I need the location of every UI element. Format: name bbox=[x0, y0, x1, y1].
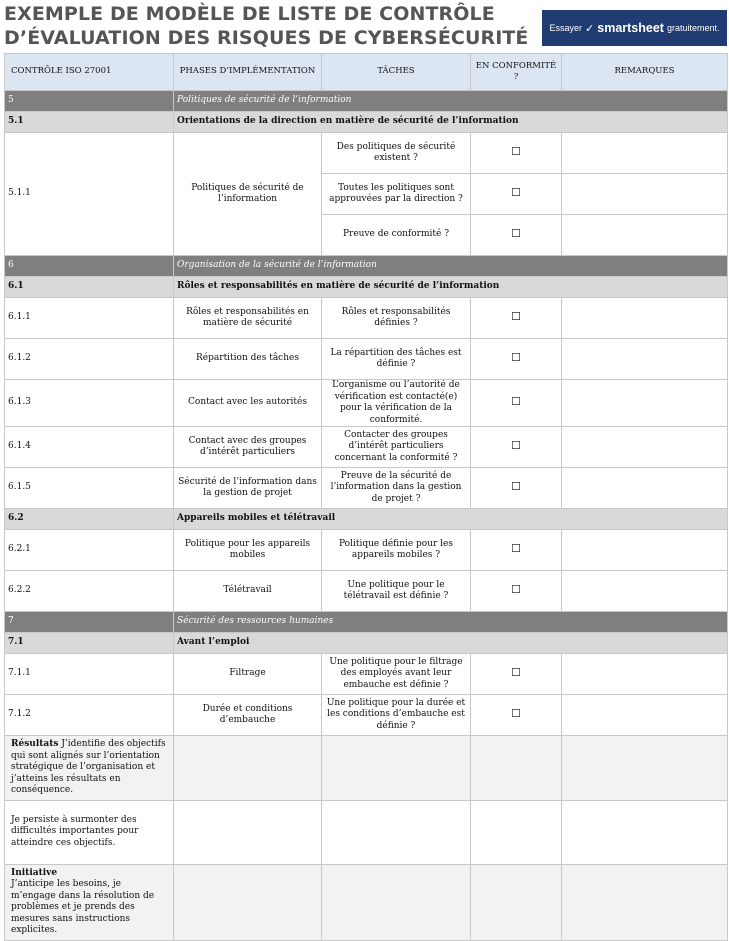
subsection-number: 6.1 bbox=[5, 277, 174, 298]
phase-cell: Contact avec les autorités bbox=[174, 380, 322, 427]
note-blank-cell[interactable] bbox=[174, 864, 322, 940]
table-row bbox=[5, 427, 728, 468]
checkbox-icon[interactable]: ☐ bbox=[511, 666, 521, 680]
note-text: J’identifie des objectifs qui sont alignés sur l’orientation stratégique de l’organisation et j’atteins les résultats en conséquence. bbox=[11, 739, 166, 795]
remarks-cell[interactable] bbox=[562, 339, 728, 380]
control-id: 6.1.5 bbox=[5, 468, 174, 509]
task-cell: Preuve de la sécurité de l’information dans la gestion de projet ? bbox=[322, 468, 471, 509]
compliance-checkbox[interactable] bbox=[471, 468, 562, 509]
compliance-checkbox[interactable] bbox=[471, 427, 562, 468]
phase-cell: Politique pour les appareils mobiles bbox=[174, 530, 322, 571]
subsection-row bbox=[5, 112, 728, 133]
control-id: 7.1.1 bbox=[5, 654, 174, 695]
table-header-row bbox=[5, 54, 728, 91]
banner-pre-text: Essayer bbox=[549, 23, 583, 33]
task-cell: Politique définie pour les appareils mobiles ? bbox=[322, 530, 471, 571]
column-header: TÂCHES bbox=[322, 54, 471, 91]
task-cell: Une politique pour la durée et les conditions d’embauche est définie ? bbox=[322, 695, 471, 736]
note-text: Je persiste à surmonter des difficultés importantes pour atteindre ces objectifs. bbox=[11, 814, 139, 848]
compliance-checkbox[interactable] bbox=[471, 695, 562, 736]
subsection-number: 5.1 bbox=[5, 112, 174, 133]
remarks-cell[interactable] bbox=[562, 215, 728, 256]
note-text: J’anticipe les besoins, je m’engage dans la résolution de problèmes et je prends des mesures sans instructions explicites. bbox=[11, 879, 155, 935]
checkbox-icon[interactable]: ☐ bbox=[511, 480, 521, 494]
control-id: 6.1.4 bbox=[5, 427, 174, 468]
phase-cell: Durée et conditions d’embauche bbox=[174, 695, 322, 736]
note-blank-cell[interactable] bbox=[562, 800, 728, 864]
subsection-row bbox=[5, 633, 728, 654]
checkbox-icon[interactable]: ☐ bbox=[511, 351, 521, 365]
phase-cell: Filtrage bbox=[174, 654, 322, 695]
remarks-cell[interactable] bbox=[562, 571, 728, 612]
task-cell: Rôles et responsabilités définies ? bbox=[322, 298, 471, 339]
page-title: EXEMPLE DE MODÈLE DE LISTE DE CONTRÔLE D’ÉVALUATION DES RISQUES DE CYBERSÉCURITÉ bbox=[4, 3, 529, 49]
note-blank-cell[interactable] bbox=[322, 800, 471, 864]
task-cell: Preuve de conformité ? bbox=[322, 215, 471, 256]
remarks-cell[interactable] bbox=[562, 427, 728, 468]
remarks-cell[interactable] bbox=[562, 380, 728, 427]
note-blank-cell[interactable] bbox=[562, 864, 728, 940]
section-number: 7 bbox=[5, 612, 174, 633]
note-blank-cell[interactable] bbox=[322, 736, 471, 801]
compliance-checkbox[interactable] bbox=[471, 174, 562, 215]
control-id: 6.2.2 bbox=[5, 571, 174, 612]
task-cell: Des politiques de sécurité existent ? bbox=[322, 133, 471, 174]
control-id: 6.1.3 bbox=[5, 380, 174, 427]
banner-post-text: gratuitement. bbox=[666, 23, 720, 33]
section-row bbox=[5, 91, 728, 112]
section-row bbox=[5, 256, 728, 277]
checkbox-icon[interactable]: ☐ bbox=[511, 395, 521, 409]
control-id: 5.1.1 bbox=[5, 133, 174, 256]
remarks-cell[interactable] bbox=[562, 174, 728, 215]
task-cell: Contacter des groupes d’intérêt particuliers concernant la conformité ? bbox=[322, 427, 471, 468]
phase-cell: Rôles et responsabilités en matière de sécurité bbox=[174, 298, 322, 339]
table-row bbox=[5, 695, 728, 736]
note-row bbox=[5, 800, 728, 864]
note-blank-cell[interactable] bbox=[471, 736, 562, 801]
control-id: 7.1.2 bbox=[5, 695, 174, 736]
table-row bbox=[5, 298, 728, 339]
subsection-title: Avant l’emploi bbox=[174, 633, 728, 654]
column-header: CONTRÔLE ISO 27001 bbox=[5, 54, 174, 91]
control-id: 6.2.1 bbox=[5, 530, 174, 571]
control-id: 6.1.2 bbox=[5, 339, 174, 380]
task-cell: L’organisme ou l’autorité de vérification est contacté(e) pour la vérification de la conformité. bbox=[322, 380, 471, 427]
remarks-cell[interactable] bbox=[562, 468, 728, 509]
subsection-row bbox=[5, 277, 728, 298]
control-id: 6.1.1 bbox=[5, 298, 174, 339]
section-title: Organisation de la sécurité de l’information bbox=[174, 256, 728, 277]
checkbox-icon[interactable]: ☐ bbox=[511, 542, 521, 556]
phase-cell: Sécurité de l’information dans la gestion de projet bbox=[174, 468, 322, 509]
subsection-number: 7.1 bbox=[5, 633, 174, 654]
section-number: 6 bbox=[5, 256, 174, 277]
checkbox-icon[interactable]: ☐ bbox=[511, 707, 521, 721]
note-heading: Résultats bbox=[11, 739, 59, 749]
compliance-checkbox[interactable] bbox=[471, 571, 562, 612]
checkbox-icon[interactable]: ☐ bbox=[511, 227, 521, 241]
task-cell: La répartition des tâches est définie ? bbox=[322, 339, 471, 380]
remarks-cell[interactable] bbox=[562, 695, 728, 736]
column-header: PHASES D’IMPLÉMENTATION bbox=[174, 54, 322, 91]
section-number: 5 bbox=[5, 91, 174, 112]
column-header: EN CONFORMITÉ ? bbox=[471, 54, 562, 91]
compliance-checkbox[interactable] bbox=[471, 654, 562, 695]
note-row bbox=[5, 864, 728, 940]
phase-cell: Répartition des tâches bbox=[174, 339, 322, 380]
column-header: REMARQUES bbox=[562, 54, 728, 91]
section-title: Politiques de sécurité de l’information bbox=[174, 91, 728, 112]
table-row bbox=[5, 571, 728, 612]
note-heading: Initiative bbox=[11, 867, 58, 878]
table-row bbox=[5, 339, 728, 380]
remarks-cell[interactable] bbox=[562, 298, 728, 339]
task-cell: Toutes les politiques sont approuvées par la direction ? bbox=[322, 174, 471, 215]
subsection-number: 6.2 bbox=[5, 509, 174, 530]
compliance-checkbox[interactable] bbox=[471, 339, 562, 380]
checkbox-icon[interactable]: ☐ bbox=[511, 583, 521, 597]
note-cell bbox=[5, 864, 174, 940]
note-blank-cell[interactable] bbox=[322, 864, 471, 940]
task-cell: Une politique pour le filtrage des employés avant leur embauche est définie ? bbox=[322, 654, 471, 695]
remarks-cell[interactable] bbox=[562, 530, 728, 571]
task-cell: Une politique pour le télétravail est définie ? bbox=[322, 571, 471, 612]
compliance-checkbox[interactable] bbox=[471, 380, 562, 427]
subsection-title: Orientations de la direction en matière de sécurité de l’information bbox=[174, 112, 728, 133]
note-blank-cell[interactable] bbox=[562, 736, 728, 801]
smartsheet-check-icon: ✓ bbox=[585, 22, 595, 35]
compliance-checkbox[interactable] bbox=[471, 133, 562, 174]
note-row bbox=[5, 736, 728, 801]
checkbox-icon[interactable]: ☐ bbox=[511, 186, 521, 200]
subsection-row bbox=[5, 509, 728, 530]
smartsheet-logo: smartsheet bbox=[597, 21, 664, 35]
checklist-table bbox=[4, 53, 728, 941]
checkbox-icon[interactable]: ☐ bbox=[511, 439, 521, 453]
note-cell bbox=[5, 736, 174, 801]
compliance-checkbox[interactable] bbox=[471, 530, 562, 571]
subsection-title: Appareils mobiles et télétravail bbox=[174, 509, 728, 530]
table-row bbox=[5, 530, 728, 571]
checkbox-icon[interactable]: ☐ bbox=[511, 310, 521, 324]
subsection-title: Rôles et responsabilités en matière de sécurité de l’information bbox=[174, 277, 728, 298]
table-row bbox=[5, 468, 728, 509]
table-row bbox=[5, 654, 728, 695]
section-title: Sécurité des ressources humaines bbox=[174, 612, 728, 633]
phase-cell: Contact avec des groupes d’intérêt particuliers bbox=[174, 427, 322, 468]
checkbox-icon[interactable]: ☐ bbox=[511, 145, 521, 159]
note-cell bbox=[5, 800, 174, 864]
remarks-cell[interactable] bbox=[562, 133, 728, 174]
smartsheet-trial-banner[interactable] bbox=[542, 10, 727, 46]
phase-cell: Télétravail bbox=[174, 571, 322, 612]
note-blank-cell[interactable] bbox=[471, 800, 562, 864]
note-blank-cell[interactable] bbox=[174, 800, 322, 864]
compliance-checkbox[interactable] bbox=[471, 298, 562, 339]
compliance-checkbox[interactable] bbox=[471, 215, 562, 256]
note-blank-cell[interactable] bbox=[471, 864, 562, 940]
phase-cell: Politiques de sécurité de l’information bbox=[174, 133, 322, 256]
section-row bbox=[5, 612, 728, 633]
note-blank-cell[interactable] bbox=[174, 736, 322, 801]
remarks-cell[interactable] bbox=[562, 654, 728, 695]
table-row bbox=[5, 133, 728, 174]
table-row bbox=[5, 380, 728, 427]
